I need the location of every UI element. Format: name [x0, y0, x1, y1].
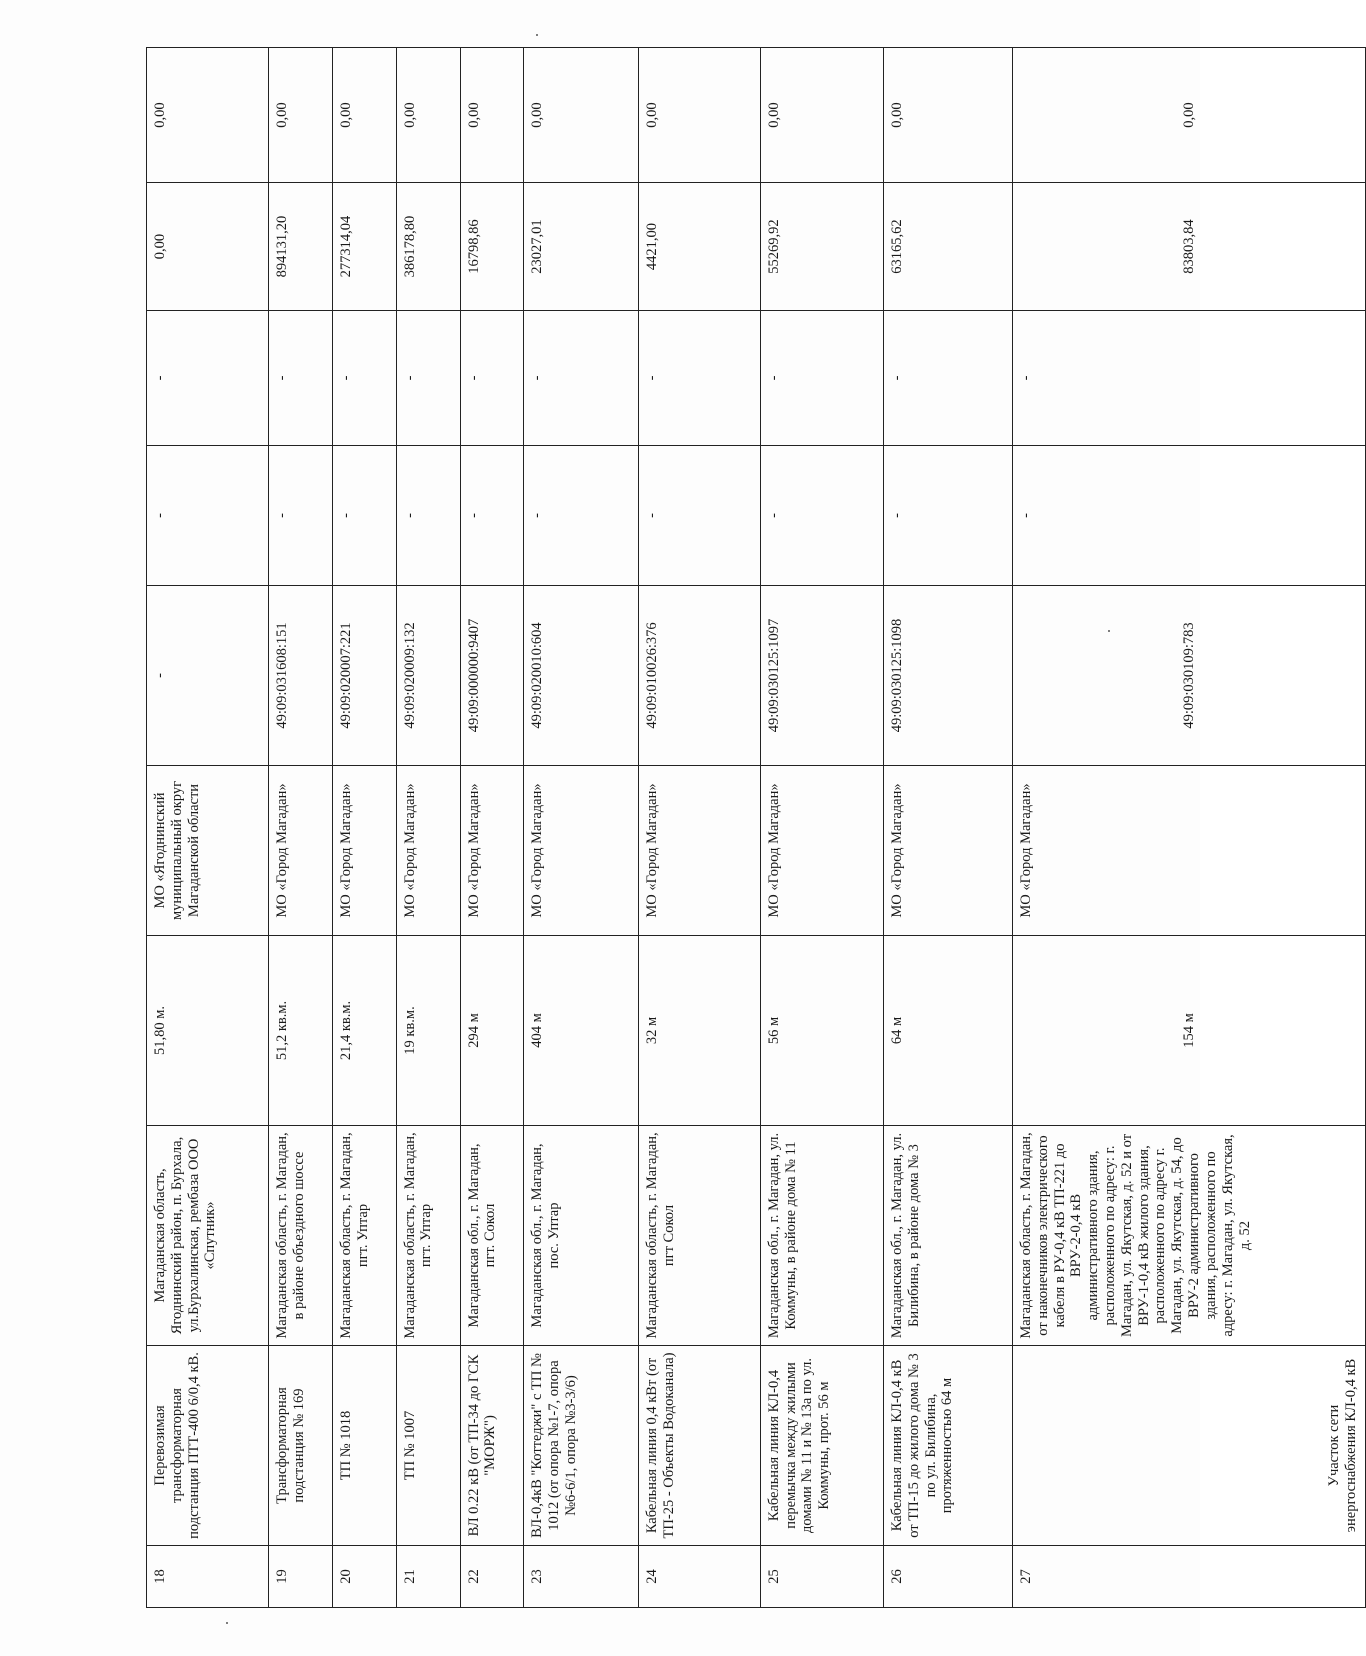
cell-value: 386178,80	[396, 183, 460, 311]
cell-address: Магаданская область, г. Магадан, пгт Сокол	[639, 1126, 761, 1346]
cell-c7: -	[147, 446, 269, 586]
cell-value: 63165,62	[884, 183, 1013, 311]
cell-owner: МО «Город Магадан»	[1012, 766, 1365, 936]
cell-c7: -	[884, 446, 1013, 586]
cell-value: 23027,01	[524, 183, 639, 311]
cell-rest: 0,00	[332, 48, 396, 183]
cell-owner: МО «Город Магадан»	[332, 766, 396, 936]
cell-size: 64 м	[884, 936, 1013, 1126]
cell-size: 19 кв.м.	[396, 936, 460, 1126]
cell-c8: -	[524, 311, 639, 446]
cell-value: 894131,20	[268, 183, 332, 311]
cell-name: Кабельная линия КЛ-0,4 кВ от ТП-15 до жилого дома № 3 по ул. Билибина, протяженностью 64 м	[884, 1346, 1013, 1546]
cell-size: 294 м	[460, 936, 524, 1126]
cell-address: Магаданская обл., г. Магадан, ул. Билибина, в районе дома № 3	[884, 1126, 1013, 1346]
cell-c8: -	[460, 311, 524, 446]
cell-value: 83803,84	[1012, 183, 1365, 311]
cell-c7: -	[332, 446, 396, 586]
cell-address: Магаданская область, г. Магадан, пгт. Уптар	[396, 1126, 460, 1346]
cell-c8: -	[332, 311, 396, 446]
register-table	[146, 47, 1366, 1608]
cell-owner: МО «Город Магадан»	[760, 766, 883, 936]
table-row	[1012, 48, 1365, 1608]
table-row	[396, 48, 460, 1608]
cell-c8: -	[639, 311, 761, 446]
cell-rest: 0,00	[268, 48, 332, 183]
cell-owner: МО «Город Магадан»	[524, 766, 639, 936]
cell-c8: -	[147, 311, 269, 446]
cell-size: 154 м	[1012, 936, 1365, 1126]
table-row	[760, 48, 883, 1608]
cell-c8: -	[760, 311, 883, 446]
cell-c7: -	[1012, 446, 1365, 586]
table-row	[884, 48, 1013, 1608]
cell-rest: 0,00	[396, 48, 460, 183]
cell-size: 21,4 кв.м.	[332, 936, 396, 1126]
cell-c7: -	[268, 446, 332, 586]
cell-size: 51,80 м.	[147, 936, 269, 1126]
cell-size: 32 м	[639, 936, 761, 1126]
cell-name: Перевозимая трансформаторная подстанция ПТТ-400 6/0,4 кВ.	[147, 1346, 269, 1546]
property-register-table	[146, 48, 1366, 1608]
cell-c7: -	[460, 446, 524, 586]
cell-num: 19	[268, 1546, 332, 1608]
scan-speck	[536, 34, 538, 36]
cell-num: 18	[147, 1546, 269, 1608]
cell-address: Магаданская область, г. Магадан, в районе объездного шоссе	[268, 1126, 332, 1346]
cell-address: Магаданская обл., г. Магадан, пгт. Сокол	[460, 1126, 524, 1346]
cell-owner: МО «Город Магадан»	[268, 766, 332, 936]
cell-value: 277314,04	[332, 183, 396, 311]
cell-value: 16798,86	[460, 183, 524, 311]
cell-rest: 0,00	[524, 48, 639, 183]
cell-address: Магаданская обл., г. Магадан, ул. Коммуны, в районе дома № 11	[760, 1126, 883, 1346]
cell-num: 22	[460, 1546, 524, 1608]
cell-owner: МО «Город Магадан»	[396, 766, 460, 936]
cell-address: Магаданская обл., г. Магадан, пос. Уптар	[524, 1126, 639, 1346]
cell-num: 23	[524, 1546, 639, 1608]
cell-size: 404 м	[524, 936, 639, 1126]
cell-rest: 0,00	[147, 48, 269, 183]
cell-num: 20	[332, 1546, 396, 1608]
cell-num: 25	[760, 1546, 883, 1608]
cell-address: Магаданская область, г. Магадан, пгт. Уптар	[332, 1126, 396, 1346]
cell-num: 26	[884, 1546, 1013, 1608]
cell-cadastral: 49:09:030125:1098	[884, 586, 1013, 766]
cell-name: ВЛ 0.22 кВ (от ТП-34 до ГСК "МОРЖ")	[460, 1346, 524, 1546]
cell-c8: -	[268, 311, 332, 446]
cell-cadastral: 49:09:020010:604	[524, 586, 639, 766]
cell-cadastral: 49:09:030109:783	[1012, 586, 1365, 766]
cell-size: 56 м	[760, 936, 883, 1126]
cell-rest: 0,00	[1012, 48, 1365, 183]
cell-name: ТП № 1018	[332, 1346, 396, 1546]
cell-cadastral: -	[147, 586, 269, 766]
cell-cadastral: 49:09:030125:1097	[760, 586, 883, 766]
cell-c7: -	[760, 446, 883, 586]
cell-value: 4421,00	[639, 183, 761, 311]
table-row	[268, 48, 332, 1608]
cell-name: Участок сети энергоснабжения КЛ-0,4 кВ	[1012, 1346, 1365, 1546]
cell-num: 24	[639, 1546, 761, 1608]
table-row	[524, 48, 639, 1608]
cell-num: 27	[1012, 1546, 1365, 1608]
cell-c7: -	[396, 446, 460, 586]
table-row	[147, 48, 269, 1608]
cell-address: Магаданская область, г. Магадан, от наконечников электрического кабеля в РУ-0,4 кВ ТП-221 до ВРУ-2-0,4 кВ административного здания, расположенного по адресу: г. Магадан, ул. Якутская, д. 52 и от ВРУ-1-0,4 кВ жилого здания, расположенного по адресу г. Магадан, ул. Якутская, д. 54, до ВРУ-2 административного здания, расположенного по адресу: г. Магадан, ул. Якутская, д. 52	[1012, 1126, 1365, 1346]
cell-address: Магаданская область, Ягоднинский район, п. Бурхала, ул.Бурхалинская, рембаза ООО «Спутник»	[147, 1126, 269, 1346]
cell-cadastral: 49:09:020007:221	[332, 586, 396, 766]
cell-size: 51,2 кв.м.	[268, 936, 332, 1126]
cell-owner: МО «Ягоднинский муниципальный округ Магаданской области	[147, 766, 269, 936]
cell-name: Трансформаторная подстанция № 169	[268, 1346, 332, 1546]
cell-c8: -	[884, 311, 1013, 446]
cell-rest: 0,00	[639, 48, 761, 183]
cell-c8: -	[1012, 311, 1365, 446]
cell-rest: 0,00	[760, 48, 883, 183]
cell-cadastral: 49:09:010026:376	[639, 586, 761, 766]
cell-rest: 0,00	[460, 48, 524, 183]
cell-owner: МО «Город Магадан»	[639, 766, 761, 936]
cell-owner: МО «Город Магадан»	[460, 766, 524, 936]
cell-name: Кабельная линия 0,4 кВт (от ТП-25 - Объекты Водоканала)	[639, 1346, 761, 1546]
cell-rest: 0,00	[884, 48, 1013, 183]
cell-cadastral: 49:09:000000:9407	[460, 586, 524, 766]
cell-cadastral: 49:09:031608:151	[268, 586, 332, 766]
table-row	[639, 48, 761, 1608]
cell-c7: -	[524, 446, 639, 586]
cell-num: 21	[396, 1546, 460, 1608]
table-row	[460, 48, 524, 1608]
scan-speck	[226, 1622, 228, 1624]
cell-name: Кабельная линия КЛ-0,4 перемычка между жилыми домами № 11 и № 13а по ул. Коммуны, прот. 56 м	[760, 1346, 883, 1546]
cell-name: ТП № 1007	[396, 1346, 460, 1546]
cell-value: 0,00	[147, 183, 269, 311]
cell-name: ВЛ-0,4кВ "Коттеджи" с ТП № 1012 (от опора №1-7, опора №6-6/1, опора №3-3/6)	[524, 1346, 639, 1546]
table-row	[332, 48, 396, 1608]
cell-owner: МО «Город Магадан»	[884, 766, 1013, 936]
cell-value: 55269,92	[760, 183, 883, 311]
cell-cadastral: 49:09:020009:132	[396, 586, 460, 766]
cell-c7: -	[639, 446, 761, 586]
cell-c8: -	[396, 311, 460, 446]
